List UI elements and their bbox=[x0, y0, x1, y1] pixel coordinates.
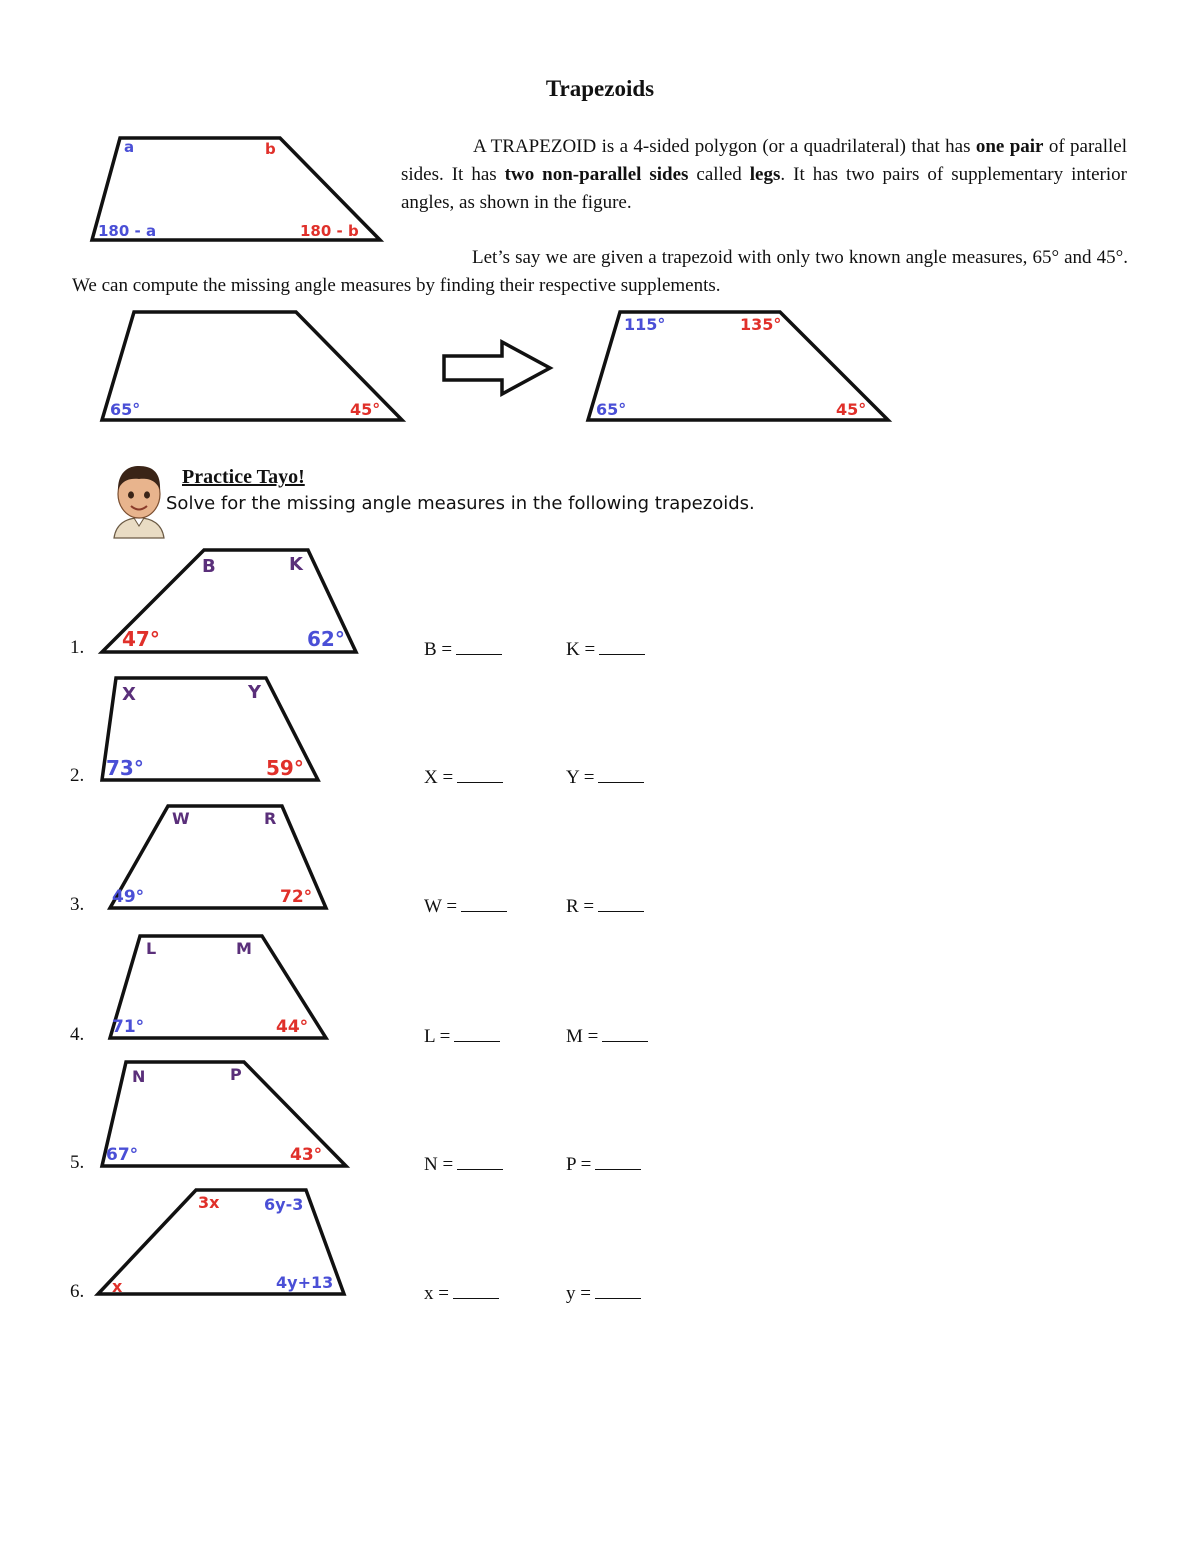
angle-label-47: 47° bbox=[122, 627, 160, 651]
angle-label-Y: Y bbox=[248, 682, 262, 703]
angle-label-72: 72° bbox=[280, 887, 313, 907]
answer-blank-N[interactable] bbox=[457, 1152, 503, 1170]
solved-angle-65: 65° bbox=[596, 400, 627, 419]
item-number-1: 1. bbox=[70, 637, 85, 658]
answer-y[interactable]: y = bbox=[566, 1281, 641, 1305]
item-number-3: 3. bbox=[70, 894, 85, 915]
trapezoid-figure-main bbox=[86, 134, 386, 246]
answer-blank-L[interactable] bbox=[454, 1024, 500, 1042]
answer-blank-R[interactable] bbox=[598, 894, 644, 912]
practice-trapezoid-3 bbox=[104, 802, 334, 914]
page-title: Trapezoids bbox=[545, 76, 655, 101]
angle-label-71: 71° bbox=[112, 1017, 145, 1037]
angle-label-43: 43° bbox=[290, 1145, 323, 1165]
answer-blank-M[interactable] bbox=[602, 1024, 648, 1042]
answer-blank-K[interactable] bbox=[599, 637, 645, 655]
item-number-2: 2. bbox=[70, 765, 85, 786]
angle-label-N: N bbox=[132, 1067, 146, 1086]
answer-X[interactable]: X = bbox=[424, 765, 503, 789]
angle-label-44: 44° bbox=[276, 1017, 309, 1037]
answer-blank-x[interactable] bbox=[453, 1281, 499, 1299]
answer-x[interactable]: x = bbox=[424, 1281, 499, 1305]
answer-N[interactable]: N = bbox=[424, 1152, 503, 1176]
item-number-5: 5. bbox=[70, 1152, 85, 1173]
angle-label-P: P bbox=[230, 1065, 242, 1084]
practice-trapezoid-6 bbox=[92, 1186, 352, 1300]
angle-label-b: b bbox=[265, 140, 276, 158]
item-number-6: 6. bbox=[70, 1281, 85, 1302]
angle-label-67: 67° bbox=[106, 1145, 139, 1165]
given-angle-65: 65° bbox=[110, 400, 141, 419]
angle-label-180-minus-a: 180 - a bbox=[98, 222, 157, 240]
practice-heading: Practice Tayo! bbox=[182, 466, 305, 488]
answer-W[interactable]: W = bbox=[424, 894, 507, 918]
practice-trapezoid-5 bbox=[96, 1058, 354, 1172]
angle-label-L: L bbox=[146, 939, 157, 958]
answer-blank-W[interactable] bbox=[461, 894, 507, 912]
intro-paragraph-1: A TRAPEZOID is a 4-sided polygon (or a quadrilateral) that has one pair of parallel sides. It has two non-parallel sides called legs. It has two pairs of supplementary interior angles, as shown in the figure. bbox=[401, 136, 1128, 213]
intro-paragraph-2: Let’s say we are given a trapezoid with only two known angle measures, 65° and 45°. We can compute the missing angle measures by finding their respective supplements. bbox=[72, 247, 1128, 296]
answer-Y[interactable]: Y = bbox=[566, 765, 644, 789]
angle-label-R: R bbox=[264, 809, 277, 828]
practice-instruction: Solve for the missing angle measures in the following trapezoids. bbox=[166, 493, 755, 514]
practice-trapezoid-1 bbox=[96, 546, 362, 658]
item-number-4: 4. bbox=[70, 1024, 85, 1045]
angle-label-180-minus-b: 180 - b bbox=[300, 222, 359, 240]
angle-label-B: B bbox=[202, 556, 216, 577]
angle-label-73: 73° bbox=[106, 756, 144, 780]
answer-blank-B[interactable] bbox=[456, 637, 502, 655]
angle-label-62: 62° bbox=[307, 627, 345, 651]
solved-angle-135: 135° bbox=[740, 315, 782, 334]
angle-label-49: 49° bbox=[112, 887, 145, 907]
answer-blank-X[interactable] bbox=[457, 765, 503, 783]
angle-label-3x: 3x bbox=[198, 1193, 220, 1212]
practice-trapezoid-2 bbox=[96, 674, 326, 786]
answer-R[interactable]: R = bbox=[566, 894, 644, 918]
answer-blank-Y[interactable] bbox=[598, 765, 644, 783]
trapezoid-example-given bbox=[96, 308, 412, 426]
angle-label-K: K bbox=[289, 554, 303, 575]
angle-label-4y-13: 4y+13 bbox=[276, 1273, 334, 1292]
answer-blank-y[interactable] bbox=[595, 1281, 641, 1299]
solved-angle-45: 45° bbox=[836, 400, 867, 419]
answer-M[interactable]: M = bbox=[566, 1024, 648, 1048]
angle-label-6y-3: 6y-3 bbox=[264, 1195, 304, 1214]
trapezoid-example-solved bbox=[582, 308, 896, 426]
answer-P[interactable]: P = bbox=[566, 1152, 641, 1176]
angle-label-M: M bbox=[236, 939, 252, 958]
given-angle-45: 45° bbox=[350, 400, 381, 419]
angle-label-x: x bbox=[112, 1277, 123, 1296]
answer-B[interactable]: B = bbox=[424, 637, 502, 661]
practice-trapezoid-4 bbox=[104, 932, 334, 1044]
angle-label-X: X bbox=[122, 684, 136, 705]
angle-label-59: 59° bbox=[266, 756, 304, 780]
boy-avatar-icon bbox=[108, 462, 170, 538]
answer-L[interactable]: L = bbox=[424, 1024, 500, 1048]
answer-K[interactable]: K = bbox=[566, 637, 645, 661]
angle-label-W: W bbox=[172, 809, 190, 828]
right-arrow-icon bbox=[440, 338, 556, 398]
angle-label-a: a bbox=[124, 138, 135, 156]
answer-blank-P[interactable] bbox=[595, 1152, 641, 1170]
solved-angle-115: 115° bbox=[624, 315, 666, 334]
